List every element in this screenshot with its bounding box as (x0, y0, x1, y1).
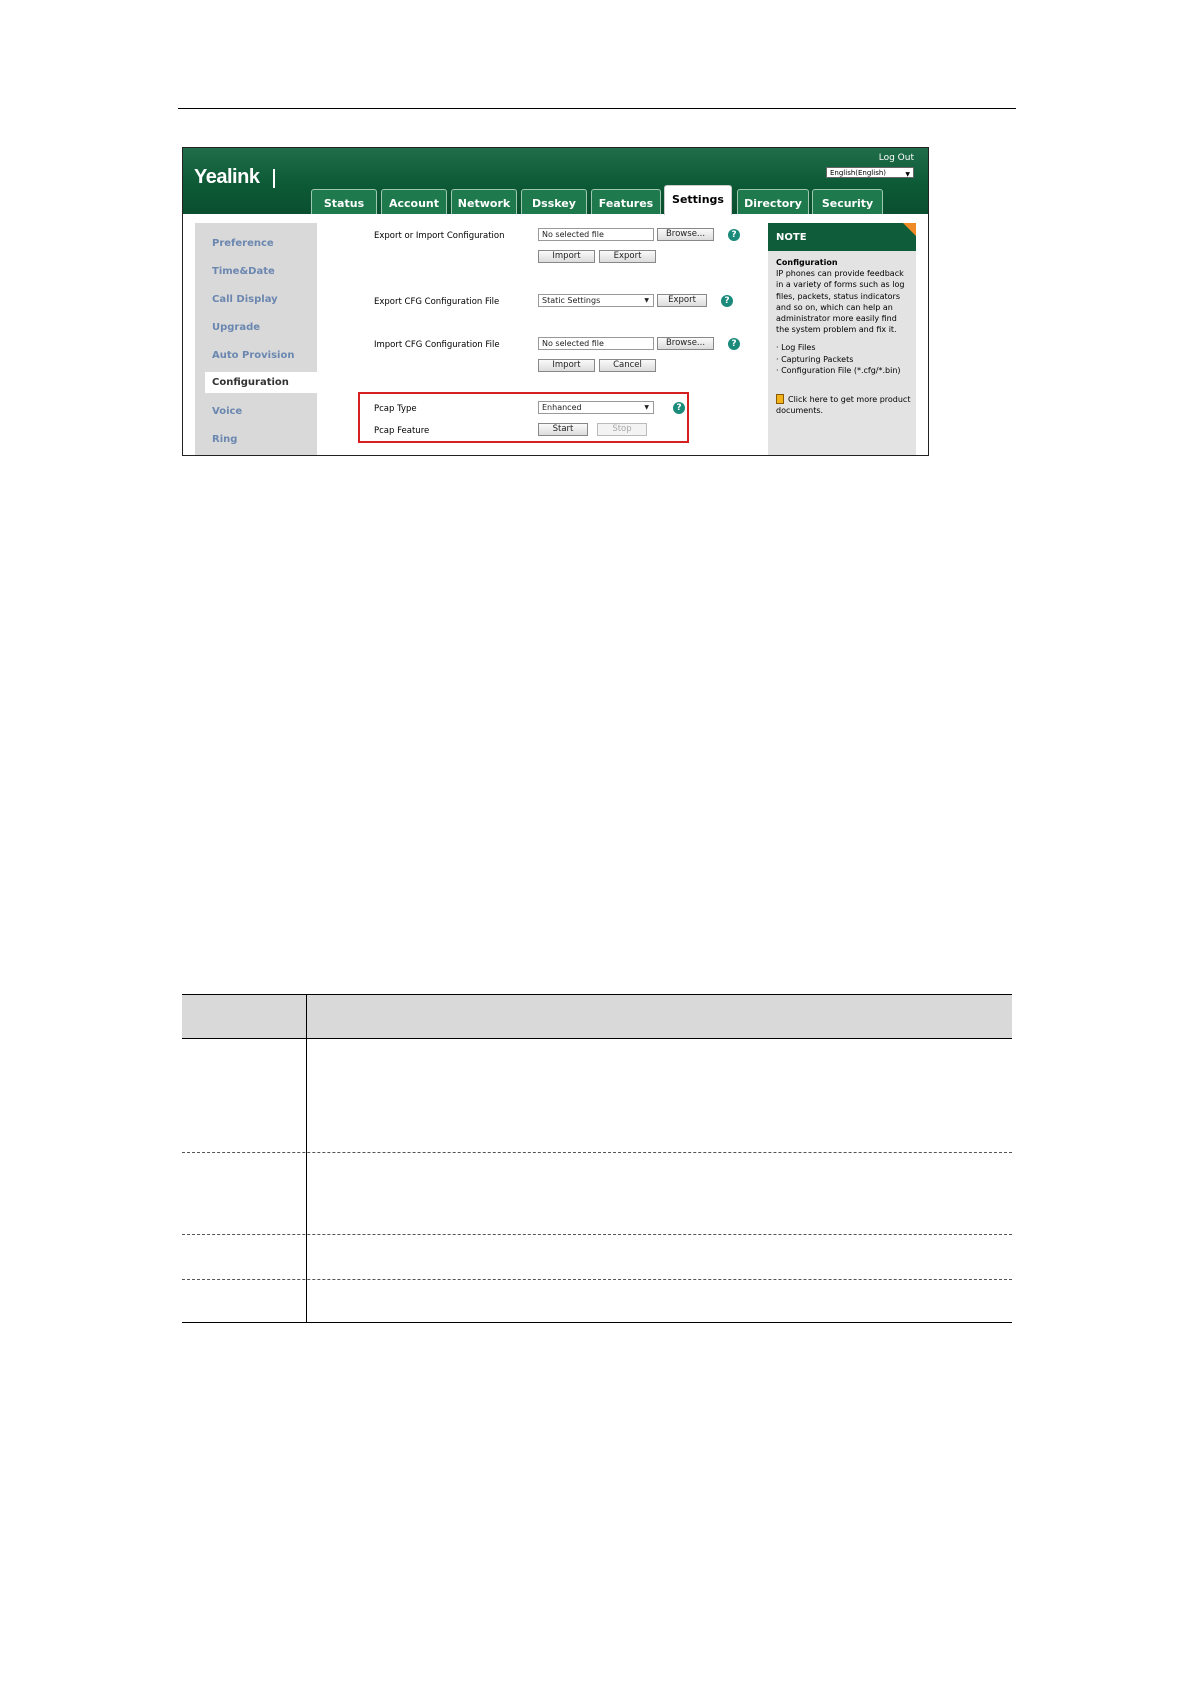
note-bullet: · Configuration File (*.cfg/*.bin) (776, 365, 901, 375)
sidebar-item-auto-provision[interactable]: Auto Provision (212, 350, 295, 361)
web-ui-screenshot (182, 147, 929, 456)
export-cfg-button[interactable]: Export (657, 294, 707, 307)
yealink-logo: Yealink (194, 166, 260, 188)
note-title: Configuration (776, 258, 838, 267)
language-select-value: English(English) (830, 169, 887, 177)
question-circle-icon[interactable]: ? (728, 229, 740, 241)
question-circle-icon[interactable]: ? (673, 402, 685, 414)
export-button-1[interactable]: Export (599, 250, 656, 263)
tab-settings[interactable]: Settings (664, 185, 732, 215)
browse-button-1[interactable]: Browse... (657, 228, 714, 241)
note-body (776, 257, 912, 416)
tab-dsskey[interactable]: Dsskey (521, 189, 587, 214)
pcap-stop-button[interactable]: Stop (597, 423, 647, 436)
note-bullet: · Log Files (776, 343, 816, 353)
export-import-label: Export or Import Configuration (374, 231, 505, 241)
tab-security[interactable]: Security (812, 189, 883, 214)
question-circle-icon[interactable]: ? (728, 338, 740, 350)
pcap-type-label: Pcap Type (374, 404, 417, 414)
cancel-button[interactable]: Cancel (599, 359, 656, 372)
note-bullet: · Capturing Packets (776, 354, 854, 364)
pcap-type-select-value: Enhanced (542, 403, 582, 412)
tab-directory[interactable]: Directory (737, 189, 809, 214)
book-icon (776, 394, 784, 404)
table-column-divider (306, 994, 307, 1323)
sidebar-item-voice[interactable]: Voice (212, 406, 243, 417)
import-button-1[interactable]: Import (538, 250, 595, 263)
import-button-2[interactable]: Import (538, 359, 595, 372)
logo-divider (273, 169, 275, 188)
chevron-down-icon: ▼ (644, 297, 649, 304)
sidebar-item-configuration[interactable]: Configuration (205, 372, 323, 393)
note-description: IP phones can provide feedback in a variety of forms such as log files, packets, status indicators and so on, which can help an administrator more easily find the system problem and fix it. (776, 269, 905, 335)
table-row-divider (182, 1234, 1012, 1235)
sidebar-item-preference[interactable]: Preference (212, 238, 274, 249)
tab-status[interactable]: Status (311, 189, 377, 214)
note-header: NOTE (768, 223, 916, 251)
browse-button-2[interactable]: Browse... (657, 337, 714, 350)
table-bottom-rule (182, 1322, 1012, 1323)
sidebar-item-time-date[interactable]: Time&Date (212, 266, 275, 277)
sidebar-item-upgrade[interactable]: Upgrade (212, 322, 261, 333)
export-cfg-select-value: Static Settings (542, 296, 601, 305)
pcap-type-select[interactable] (538, 401, 654, 414)
tab-features[interactable]: Features (591, 189, 661, 214)
chevron-down-icon: ▼ (905, 171, 910, 178)
tab-account[interactable]: Account (381, 189, 447, 214)
tab-network[interactable]: Network (451, 189, 517, 214)
pcap-feature-label: Pcap Feature (374, 426, 430, 436)
logout-link[interactable]: Log Out (878, 153, 914, 163)
table-row-divider (182, 1152, 1012, 1153)
note-panel (768, 223, 916, 455)
language-select[interactable] (826, 167, 914, 178)
table-row-divider (182, 1279, 1012, 1280)
export-cfg-label: Export CFG Configuration File (374, 297, 500, 307)
question-circle-icon[interactable]: ? (721, 295, 733, 307)
sidebar-item-call-display[interactable]: Call Display (212, 294, 278, 305)
export-cfg-select[interactable] (538, 294, 654, 307)
pcap-start-button[interactable]: Start (538, 423, 588, 436)
documents-link[interactable]: Click here to get more product documents. (776, 395, 911, 416)
note-corner-marker (903, 223, 916, 236)
import-cfg-label: Import CFG Configuration File (374, 340, 500, 350)
chevron-down-icon: ▼ (644, 404, 649, 411)
settings-sidebar (195, 223, 317, 455)
top-banner (183, 148, 928, 214)
page-header-rule (178, 108, 1016, 109)
export-import-file-field[interactable]: No selected file (538, 228, 654, 241)
sidebar-item-ring[interactable]: Ring (212, 434, 238, 445)
import-cfg-file-field[interactable]: No selected file (538, 337, 654, 350)
